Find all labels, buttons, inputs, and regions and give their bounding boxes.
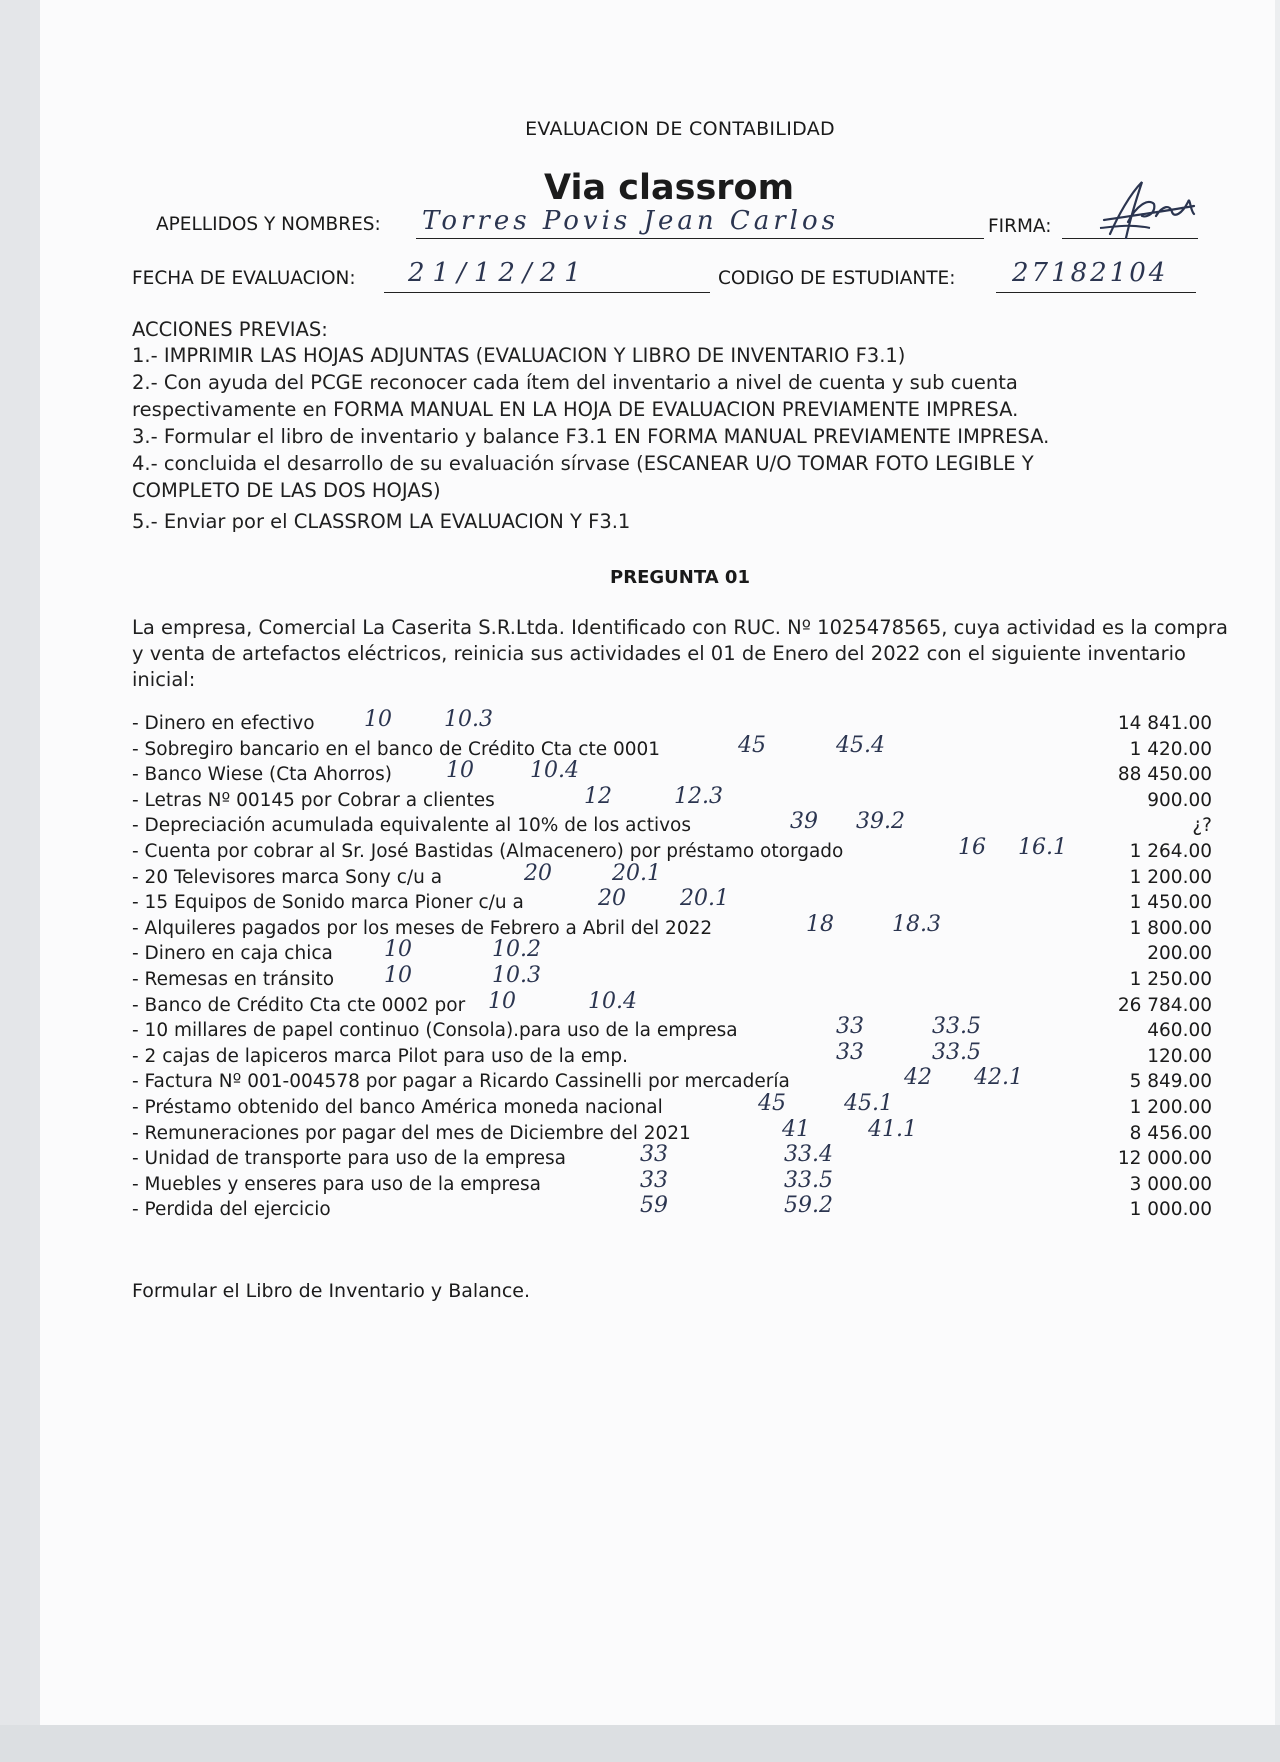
inventory-item-amount: 460.00 <box>1147 1020 1212 1042</box>
inventory-item-amount: 1 200.00 <box>1129 866 1212 888</box>
inventory-item-amount: 120.00 <box>1147 1045 1212 1067</box>
inventory-item <box>132 835 1212 867</box>
handwritten-account: 33 <box>640 1142 668 1168</box>
inventory-item <box>132 988 1212 1021</box>
inventory-item-label: - Sobregiro bancario en el banco de Crédito Cta cte 0001 <box>132 738 661 760</box>
instruction-line: COMPLETO DE LAS DOS HOJAS) <box>132 479 441 502</box>
handwritten-account: 12 <box>584 783 612 809</box>
handwritten-account: 10 <box>446 758 474 784</box>
handwritten-subaccount: 10.3 <box>492 963 541 988</box>
handwritten-subaccount: 45.4 <box>836 732 885 758</box>
inventory-item <box>132 1039 1212 1072</box>
code-value: 27182104 <box>1012 258 1169 288</box>
inventory-item-label: - Banco de Crédito Cta cte 0002 por <box>132 994 466 1016</box>
inventory-item <box>132 783 1212 816</box>
signature <box>1090 176 1200 246</box>
inventory-item-label: - Dinero en caja chica <box>132 943 333 965</box>
inventory-item-amount: 1 420.00 <box>1129 738 1212 760</box>
handwritten-account: 39 <box>790 809 818 835</box>
date-value: 21/12/21 <box>408 258 589 288</box>
instruction-line: 2.- Con ayuda del PCGE reconocer cada ítem del inventario a nivel de cuenta y sub cuenta <box>132 371 1018 394</box>
handwritten-account: 45 <box>758 1091 786 1116</box>
inventory-item-label: - Remuneraciones por pagar del mes de Diciembre del 2021 <box>132 1122 691 1144</box>
via-classroom-label: Via classrom <box>544 168 795 208</box>
inventory-item <box>132 1014 1212 1046</box>
inventory-item <box>132 707 1212 739</box>
handwritten-subaccount: 10.4 <box>530 758 579 784</box>
question-intro: La empresa, Comercial La Caserita S.R.Ltda. Identificado con RUC. Nº 1025478565, cuya actividad es la compra y venta de artefactos eléctricos, reinicia sus actividades el 01 de Enero del 2022 con el siguiente inventario inicial: <box>132 616 1228 691</box>
instructions-title: ACCIONES PREVIAS: <box>132 318 328 341</box>
inventory-item <box>132 963 1212 995</box>
handwritten-subaccount: 12.3 <box>674 783 723 809</box>
inventory-item-amount: 900.00 <box>1147 789 1212 811</box>
handwritten-account: 59 <box>640 1193 668 1219</box>
inventory-item-amount: ¿? <box>1192 815 1212 837</box>
inventory-item <box>132 911 1212 944</box>
handwritten-account: 10 <box>364 707 392 732</box>
inventory-item-label: - Banco Wiese (Cta Ahorros) <box>132 764 392 786</box>
handwritten-account: 10 <box>384 937 412 963</box>
inventory-item <box>132 1142 1212 1174</box>
handwritten-subaccount: 33.5 <box>784 1167 833 1193</box>
names-underline <box>416 238 984 239</box>
inventory-item-label: - Letras Nº 00145 por Cobrar a clientes <box>132 789 495 811</box>
firma-label: FIRMA: <box>988 216 1052 237</box>
inventory-item <box>132 937 1212 969</box>
handwritten-account: 41 <box>782 1116 810 1142</box>
inventory-item-label: - 20 Televisores marca Sony c/u a <box>132 866 443 888</box>
inventory-item-amount: 1 800.00 <box>1129 917 1212 939</box>
inventory-item-label: - 15 Equipos de Sonido marca Pioner c/u a <box>132 892 524 914</box>
inventory-item-amount: 3 000.00 <box>1129 1173 1212 1195</box>
inventory-item-label: - 10 millares de papel continuo (Consola).para uso de la empresa <box>132 1020 738 1042</box>
date-underline <box>384 292 710 293</box>
inventory-item-amount: 1 450.00 <box>1129 892 1212 914</box>
handwritten-subaccount: 10.3 <box>444 707 493 732</box>
handwritten-account: 18 <box>806 911 834 937</box>
inventory-item <box>132 1167 1212 1200</box>
inventory-item-label: - Unidad de transporte para uso de la empresa <box>132 1148 566 1170</box>
handwritten-subaccount: 16.1 <box>1018 835 1067 860</box>
inventory-item-label: - Préstamo obtenido del banco América moneda nacional <box>132 1097 663 1118</box>
handwritten-account: 33 <box>836 1039 864 1065</box>
inventory-item-amount: 1 250.00 <box>1129 969 1212 990</box>
inventory-item-label: - Muebles y enseres para uso de la empresa <box>132 1173 541 1195</box>
inventory-item-amount: 26 784.00 <box>1117 994 1212 1016</box>
inventory-item-label: - Perdida del ejercicio <box>132 1199 331 1221</box>
question-title: PREGUNTA 01 <box>610 567 750 588</box>
inventory-item <box>132 886 1212 918</box>
handwritten-subaccount: 10.2 <box>492 937 541 963</box>
handwritten-subaccount: 33.5 <box>932 1039 981 1065</box>
handwritten-account: 45 <box>738 732 766 758</box>
handwritten-subaccount: 39.2 <box>856 809 905 835</box>
closing-instruction: Formular el Libro de Inventario y Balance. <box>132 1280 531 1302</box>
handwritten-account: 20 <box>524 860 552 886</box>
handwritten-account: 10 <box>488 988 516 1014</box>
instruction-line: 5.- Enviar por el CLASSROM LA EVALUACION Y F3.1 <box>132 510 631 533</box>
handwritten-account: 10 <box>384 963 412 988</box>
inventory-item <box>132 1091 1212 1123</box>
instruction-line: 1.- IMPRIMIR LAS HOJAS ADJUNTAS (EVALUACION Y LIBRO DE INVENTARIO F3.1) <box>132 344 906 367</box>
inventory-item-amount: 88 450.00 <box>1117 764 1212 786</box>
inventory-item-amount: 1 000.00 <box>1129 1199 1212 1221</box>
handwritten-subaccount: 20.1 <box>612 860 661 886</box>
scan-left-edge <box>0 0 40 1762</box>
handwritten-subaccount: 45.1 <box>844 1091 893 1116</box>
handwritten-subaccount: 20.1 <box>680 886 729 912</box>
inventory-item-amount: 200.00 <box>1147 943 1212 965</box>
inventory-item-label: - Depreciación acumulada equivalente al 10% de los activos <box>132 815 691 837</box>
names-value: Torres Povis Jean Carlos <box>422 206 839 236</box>
handwritten-subaccount: 18.3 <box>892 911 941 937</box>
inventory-item <box>132 1116 1212 1149</box>
document-title: EVALUACION DE CONTABILIDAD <box>525 118 835 140</box>
handwritten-account: 42 <box>904 1065 932 1091</box>
inventory-item-amount: 1 264.00 <box>1129 841 1212 862</box>
inventory-item-label: - 2 cajas de lapiceros marca Pilot para uso de la emp. <box>132 1045 628 1067</box>
handwritten-subaccount: 33.5 <box>932 1014 981 1040</box>
inventory-item-label: - Dinero en efectivo <box>132 713 315 734</box>
inventory-item-amount: 14 841.00 <box>1117 713 1212 734</box>
inventory-item <box>132 758 1212 790</box>
inventory-item-amount: 5 849.00 <box>1129 1071 1212 1093</box>
handwritten-subaccount: 41.1 <box>868 1116 917 1142</box>
handwritten-account: 33 <box>836 1014 864 1040</box>
inventory-item-label: - Remesas en tránsito <box>132 969 335 990</box>
names-label: APELLIDOS Y NOMBRES: <box>156 214 381 235</box>
date-label: FECHA DE EVALUACION: <box>132 268 356 289</box>
handwritten-subaccount: 33.4 <box>784 1142 833 1168</box>
code-underline <box>996 292 1196 293</box>
inventory-item-label: - Alquileres pagados por los meses de Febrero a Abril del 2022 <box>132 917 713 939</box>
handwritten-subaccount: 59.2 <box>784 1193 833 1219</box>
inventory-item-amount: 8 456.00 <box>1129 1122 1212 1144</box>
instruction-line: 3.- Formular el libro de inventario y balance F3.1 EN FORMA MANUAL PREVIAMENTE IMPRESA. <box>132 425 1050 448</box>
inventory-item <box>132 1193 1212 1225</box>
code-label: CODIGO DE ESTUDIANTE: <box>718 268 956 289</box>
inventory-item <box>132 860 1212 893</box>
inventory-item-label: - Cuenta por cobrar al Sr. José Bastidas (Almacenero) por préstamo otorgado <box>132 841 844 862</box>
inventory-item-amount: 12 000.00 <box>1117 1148 1212 1170</box>
inventory-item <box>132 732 1212 765</box>
inventory-item-label: - Factura Nº 001-004578 por pagar a Ricardo Cassinelli por mercadería <box>132 1071 790 1093</box>
instruction-line: 4.- concluida el desarrollo de su evaluación sírvase (ESCANEAR U/O TOMAR FOTO LEGIBLE Y <box>132 452 1034 475</box>
handwritten-subaccount: 42.1 <box>974 1065 1023 1091</box>
inventory-item <box>132 1065 1212 1097</box>
handwritten-account: 33 <box>640 1167 668 1193</box>
inventory-item-amount: 1 200.00 <box>1129 1097 1212 1118</box>
instruction-line: respectivamente en FORMA MANUAL EN LA HOJA DE EVALUACION PREVIAMENTE IMPRESA. <box>132 398 1019 421</box>
handwritten-account: 20 <box>598 886 626 912</box>
scan-bottom-edge <box>0 1725 1280 1762</box>
handwritten-subaccount: 10.4 <box>588 988 637 1014</box>
handwritten-account: 16 <box>958 835 986 860</box>
